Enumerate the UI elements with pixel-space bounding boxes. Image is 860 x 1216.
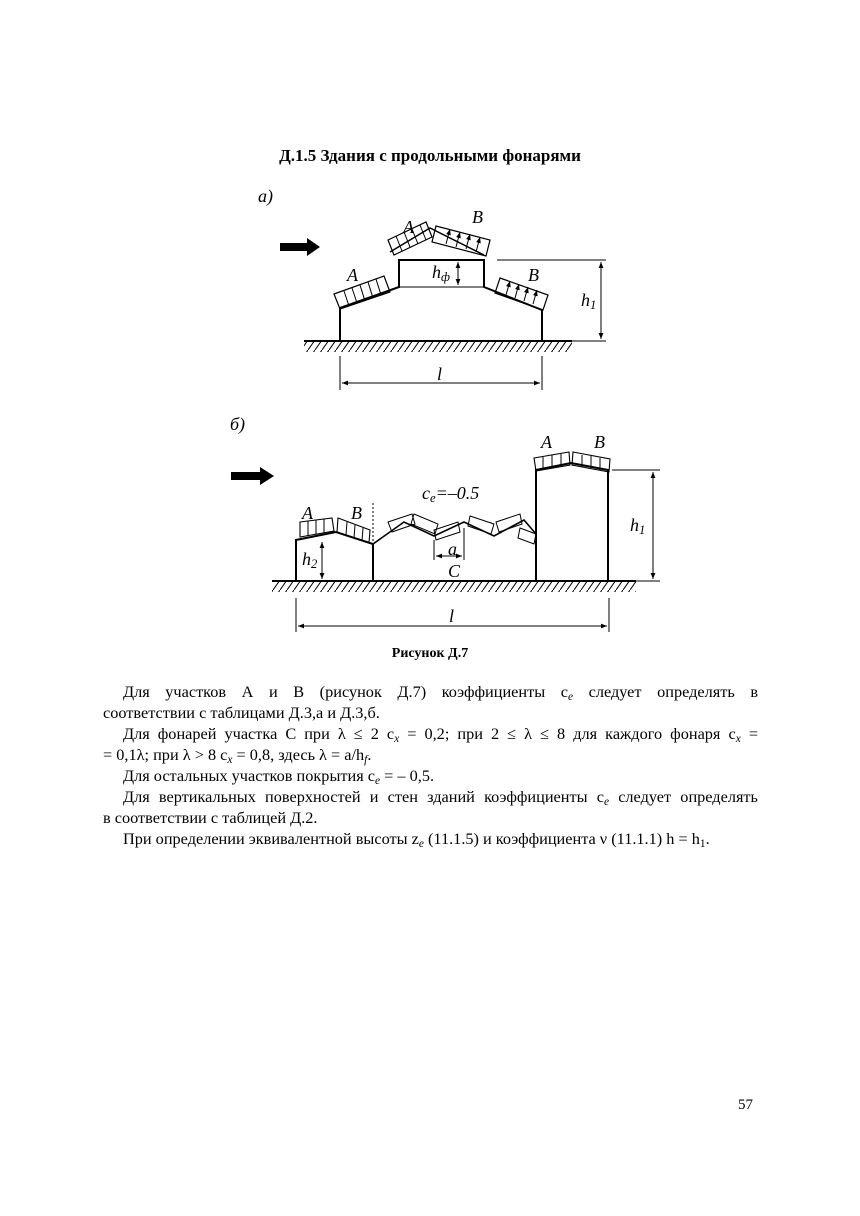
figure-a-drawing <box>280 222 606 390</box>
figure-caption: Рисунок Д.7 <box>391 646 469 661</box>
fig-b-ce-label: $c_e=-0.5$ <box>422 483 480 505</box>
fig-a-zone-b-roof: B <box>528 265 539 285</box>
figure-b-drawing <box>231 452 660 632</box>
figure-a-label: а) <box>258 186 273 206</box>
fig-b-zone-a-low: A <box>302 503 313 523</box>
section-heading: Д.1.5 Здания с продольными фонарями <box>279 146 581 165</box>
fig-b-c-label: C <box>448 561 461 581</box>
fig-a-span-label: l <box>437 364 443 384</box>
fig-a-zone-a-roof: A <box>347 265 358 285</box>
paragraph-2-line-2: = 0,1λ; при λ > 8 $c_x = 0,8$, здесь $\lambda = a/h_f$. <box>103 745 372 766</box>
fig-b-zone-b-tall: B <box>594 432 605 452</box>
paragraph-2-line-1: Для фонарей участка C при λ ≤ 2 $c_x = 0,2$; при 2 ≤ λ ≤ 8 для каждого фонаря $c_x$ = <box>123 724 759 745</box>
page-number: 57 <box>738 1097 753 1113</box>
fig-b-span-label: l <box>449 606 455 626</box>
paragraph-1-line-2: соответствии с таблицами Д.3,а и Д.3,б. <box>103 703 380 722</box>
paragraph-4-line-2: в соответствии с таблицей Д.2. <box>103 808 318 827</box>
fig-a-h-phi-label: $h_ф$ <box>432 262 450 284</box>
paragraph-3: Для остальных участков покрытия $c_e$ = – 0,5. <box>123 766 435 787</box>
paragraph-1-line-1: Для участков А и В (рисунок Д.7) коэффициенты $c_e$ следует определять в <box>123 682 759 703</box>
fig-b-zone-a-tall: A <box>541 432 552 452</box>
fig-a-zone-b-top: B <box>472 207 483 227</box>
fig-b-zone-b-low: B <box>351 503 362 523</box>
fig-b-h2-label: $h_2$ <box>302 549 318 571</box>
fig-a-zone-a-top: A <box>403 217 414 237</box>
paragraph-5: При определении эквивалентной высоты $z_e$ (11.1.5) и коэффициента ν (11.1.1) $h = h_1$. <box>123 829 710 850</box>
fig-b-a-label: a <box>448 539 457 559</box>
figure-b-label: б) <box>230 414 246 434</box>
fig-a-h1-label: $h_1$ <box>581 290 597 312</box>
paragraph-4-line-1: Для вертикальных поверхностей и стен зданий коэффициенты $c_e$ следует определять <box>123 787 758 808</box>
fig-b-h1-label: $h_1$ <box>630 515 646 537</box>
